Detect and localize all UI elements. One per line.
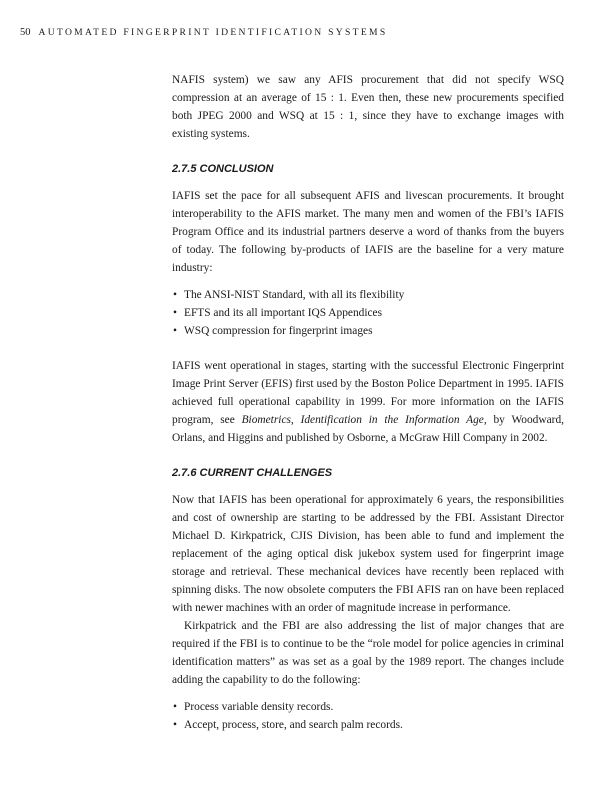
conclusion-paragraph-1: IAFIS set the pace for all subsequent AFIS and livescan procurements. It brought interoperability to the AFIS market. The many men and women of the FBI’s IAFIS Program Office and its industrial partners deserve a word of thanks from the buyers of today. The following by-products of IAFIS are the baseline for a very mature industry:	[172, 190, 564, 274]
challenges-paragraph-2: Kirkpatrick and the FBI are also addressing the list of major changes that are required if the FBI is to continue to be the “role model for police agencies in criminal identification matters” as was set as a goal by the 1989 report. The changes include adding the capability to do the following:	[172, 620, 564, 686]
conclusion-paragraph-2: IAFIS went operational in stages, starting with the successful Electronic Fingerprint Image Print Server (EFIS) first used by the Boston Police Department in 1995. IAFIS achieved full operational capability in 1999. For more information on the IAFIS program, see Biometrics, Identification in the Information Age, by Woodward, Orlans, and Higgins and published by Osborne, a McGraw Hill Company in 2002.	[172, 360, 564, 444]
page-body	[172, 71, 564, 734]
list-item: • Accept, process, store, and search palm records.	[172, 716, 564, 734]
bullet-icon: •	[173, 325, 177, 337]
bullet-icon: •	[173, 701, 177, 713]
running-header	[20, 27, 580, 38]
byproducts-list	[172, 286, 564, 340]
section-heading-current-challenges: 2.7.6 CURRENT CHALLENGES	[172, 467, 333, 479]
list-item: • WSQ compression for fingerprint images	[172, 322, 564, 340]
bullet-icon: •	[173, 289, 177, 301]
book-title: Biometrics, Identification in the Information Age,	[241, 414, 487, 426]
capabilities-list	[172, 698, 564, 734]
list-item: • EFTS and its all important IQS Appendices	[172, 304, 564, 322]
section-heading-conclusion: 2.7.5 CONCLUSION	[172, 163, 274, 175]
page-number: 50	[20, 27, 31, 38]
bullet-icon: •	[173, 307, 177, 319]
list-item: • The ANSI-NIST Standard, with all its flexibility	[172, 286, 564, 304]
challenges-paragraph-1: Now that IAFIS has been operational for approximately 6 years, the responsibilities and cost of ownership are starting to be addressed by the FBI. Assistant Director Michael D. Kirkpatrick, CJIS Division, has been able to fund and implement the replacement of the aging optical disk jukebox system used for fingerprint image storage and retrieval. These mechanical devices have recently been replaced with spinning disks. The now obsolete computers the FBI AFIS ran on have been replaced with newer machines with an order of magnitude increase in performance.	[172, 494, 564, 614]
list-item: • Process variable density records.	[172, 698, 564, 716]
intro-paragraph: NAFIS system) we saw any AFIS procurement that did not specify WSQ compression at an average of 15 : 1. Even then, these new procurements specified both JPEG 2000 and WSQ at 15 : 1, since they have to exchange images with existing systems.	[172, 74, 564, 140]
running-title: AUTOMATED FINGERPRINT IDENTIFICATION SYSTEMS	[38, 27, 388, 38]
bullet-icon: •	[173, 719, 177, 731]
